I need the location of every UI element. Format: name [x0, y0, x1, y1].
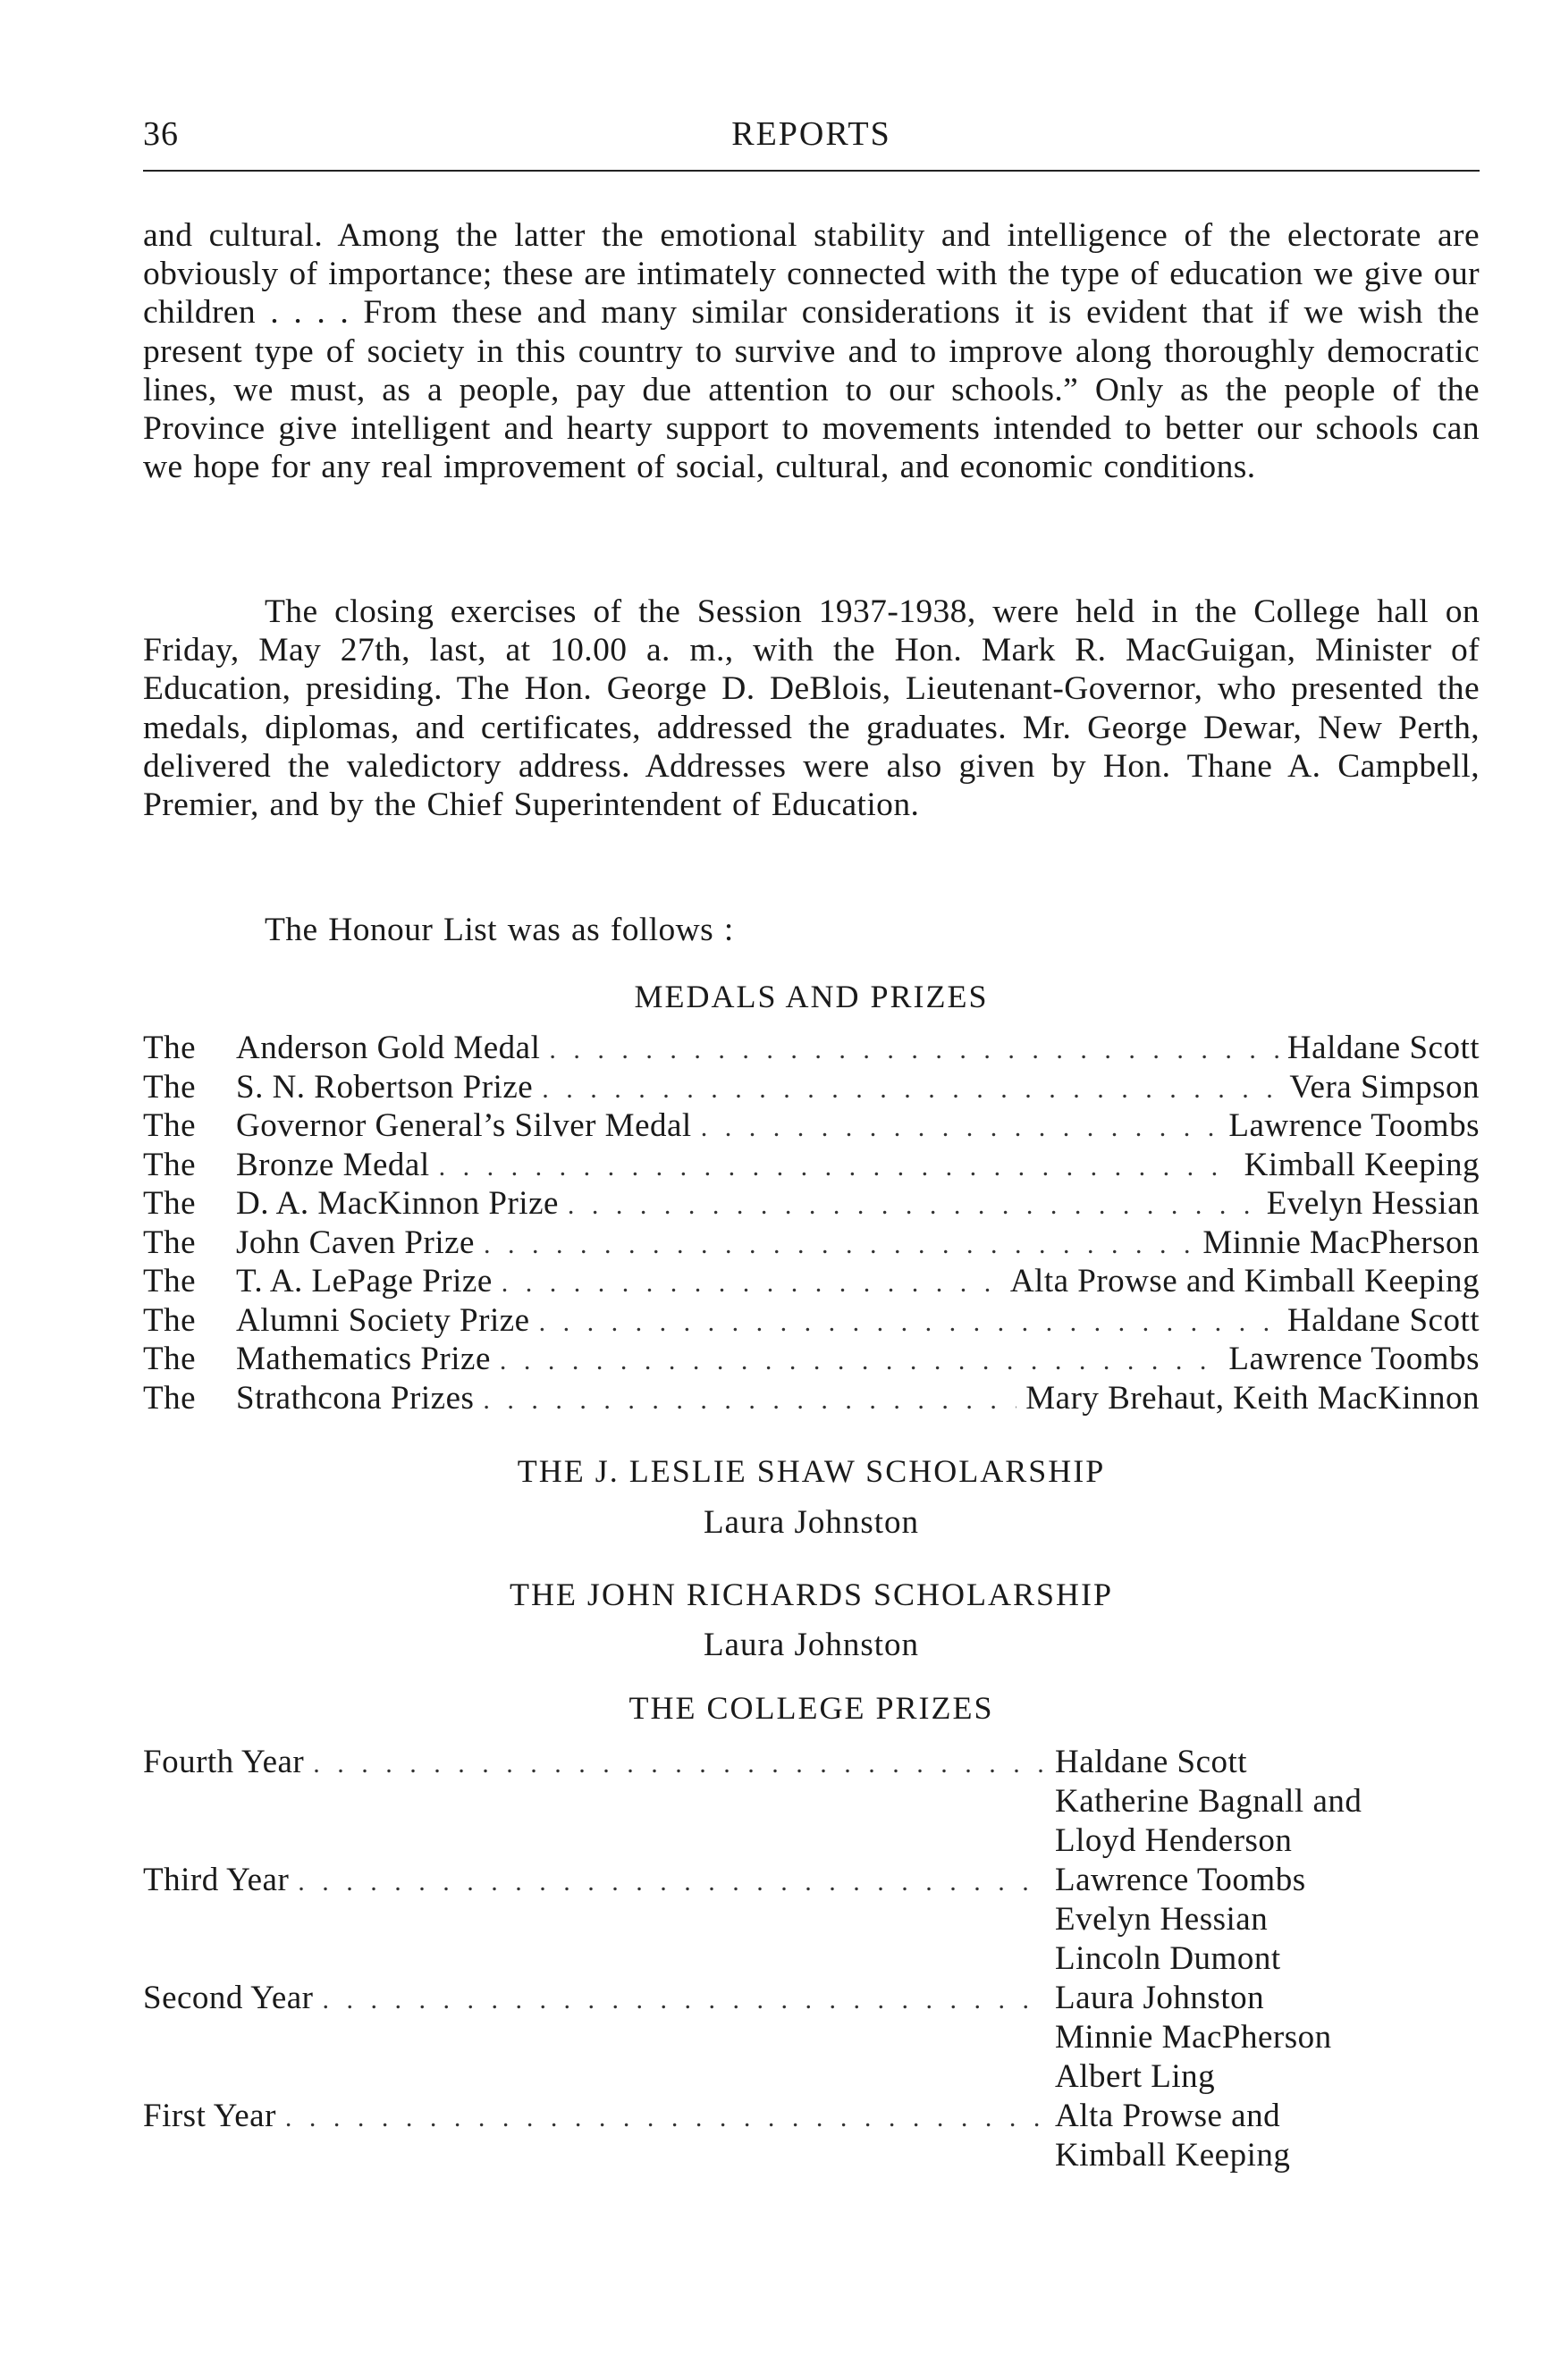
leader-dots — [483, 1385, 1016, 1416]
leader-dots — [322, 1985, 1046, 2015]
medal-award: D. A. MacKinnon Prize — [236, 1185, 559, 1222]
medal-article: The — [143, 1107, 197, 1144]
medal-award: T. A. LePage Prize — [236, 1263, 493, 1299]
medal-article: The — [143, 1068, 197, 1106]
page-header — [143, 114, 1480, 163]
medal-article: The — [143, 1146, 197, 1183]
medals-list — [143, 1029, 1480, 1417]
richards-scholarship-recipient: Laura Johnston — [703, 1627, 920, 1663]
medal-award: John Caven Prize — [236, 1224, 475, 1261]
medal-row — [143, 1340, 1480, 1379]
leader-dots — [539, 1308, 1278, 1338]
medal-row — [143, 1301, 1480, 1341]
leader-dots — [313, 1749, 1046, 1779]
prize-year: Fourth Year — [143, 1744, 305, 1780]
medal-award: S. N. Robertson Prize — [236, 1068, 534, 1106]
medal-award: Mathematics Prize — [236, 1341, 491, 1377]
medal-award: Alumni Society Prize — [236, 1301, 530, 1339]
paragraph-honour-list-intro: The Honour List was as follows : — [265, 912, 734, 948]
medal-article: The — [143, 1379, 197, 1417]
medal-row — [143, 1146, 1480, 1185]
leader-dots — [439, 1152, 1236, 1182]
prize-recipient: Evelyn Hessian — [1055, 1901, 1269, 1938]
prize-year: Third Year — [143, 1862, 290, 1898]
prize-recipient: Albert Ling — [1055, 2058, 1216, 2095]
prize-recipient: Laura Johnston — [1055, 1980, 1265, 2016]
medal-recipient: Vera Simpson — [1289, 1068, 1480, 1106]
medal-recipient: Mary Brehaut, Keith MacKinnon — [1025, 1379, 1480, 1417]
leader-dots — [549, 1035, 1278, 1065]
medal-recipient: Haldane Scott — [1286, 1030, 1480, 1066]
paragraph-continuation: and cultural. Among the latter the emotional stability and intelligence of the electorate are obviously of importance; these are intimately connected with the type of education we give our children . . . . From these and many similar considerations it is evident that if we wish the present type of society in this country to survive and to improve along thoroughly democratic lines, we must, as a people, pay due attention to our schools.” Only as the people of the Province give intelligent and hearty support to movements intended to better our schools can we hope for any real improvement of social, cultural, and economic conditions. — [143, 217, 1480, 486]
medal-article: The — [143, 1185, 197, 1222]
prize-recipient: Katherine Bagnall and — [1055, 1783, 1362, 1820]
prize-recipient: Kimball Keeping — [1055, 2137, 1291, 2174]
medals-heading: MEDALS AND PRIZES — [634, 979, 989, 1014]
prize-year-block — [143, 1743, 1480, 1861]
medal-recipient: Lawrence Toombs — [1228, 1341, 1480, 1377]
medal-row — [143, 1029, 1480, 1068]
header-rule — [143, 170, 1480, 172]
shaw-scholarship-heading: THE J. LESLIE SHAW SCHOLARSHIP — [517, 1453, 1106, 1489]
medal-article: The — [143, 1263, 197, 1299]
leader-dots — [298, 1867, 1046, 1897]
medal-recipient: Alta Prowse and Kimball Keeping — [1009, 1263, 1480, 1299]
leader-dots — [484, 1230, 1194, 1260]
prize-year-block — [143, 1979, 1480, 2097]
medal-row — [143, 1106, 1480, 1146]
prize-recipient: Lincoln Dumont — [1055, 1940, 1281, 1977]
prize-recipient: Lawrence Toombs — [1055, 1862, 1306, 1898]
page-number: 36 — [143, 115, 179, 153]
medal-row — [143, 1068, 1480, 1107]
medal-award: Anderson Gold Medal — [236, 1030, 541, 1066]
medal-row — [143, 1184, 1480, 1224]
college-prizes-heading: THE COLLEGE PRIZES — [628, 1690, 994, 1726]
medal-row — [143, 1262, 1480, 1301]
medal-article: The — [143, 1030, 197, 1066]
medal-recipient: Kimball Keeping — [1244, 1146, 1480, 1183]
college-prizes-list — [143, 1743, 1480, 2175]
running-head: REPORTS — [731, 115, 891, 153]
medal-row — [143, 1379, 1480, 1418]
medal-article: The — [143, 1224, 197, 1261]
prize-year: Second Year — [143, 1980, 314, 2016]
medal-row — [143, 1224, 1480, 1263]
medal-recipient: Lawrence Toombs — [1228, 1107, 1480, 1144]
leader-dots — [502, 1268, 1001, 1299]
prize-recipient: Haldane Scott — [1055, 1744, 1248, 1780]
medal-recipient: Haldane Scott — [1286, 1301, 1480, 1339]
medal-award: Governor General’s Silver Medal — [236, 1107, 692, 1144]
prize-recipient: Alta Prowse and — [1055, 2098, 1281, 2134]
paragraph-closing-exercises: The closing exercises of the Session 1937-1938, were held in the College hall on Friday, May 27th, last, at 10.00 a. m., with the Hon. Mark R. MacGuigan, Minister of Education, presiding. The Hon. George D. DeBlois, Lieutenant-Governor, who presented the medals, diplomas, and certificates, addressed the graduates. Mr. George Dewar, New Perth, delivered the valedictory address. Addresses were also given by Hon. Thane A. Campbell, Premier, and by the Chief Superintendent of Education. — [143, 593, 1480, 824]
prize-recipient: Minnie MacPherson — [1055, 2019, 1332, 2056]
shaw-scholarship-recipient: Laura Johnston — [703, 1504, 920, 1541]
prize-year-block — [143, 1861, 1480, 1979]
medal-article: The — [143, 1341, 197, 1377]
leader-dots — [568, 1190, 1258, 1221]
medal-recipient: Minnie MacPherson — [1202, 1224, 1480, 1261]
leader-dots — [701, 1113, 1220, 1143]
medal-award: Strathcona Prizes — [236, 1379, 475, 1417]
leader-dots — [500, 1346, 1219, 1376]
leader-dots — [542, 1074, 1280, 1105]
medal-article: The — [143, 1301, 197, 1339]
medal-recipient: Evelyn Hessian — [1266, 1185, 1480, 1222]
medal-award: Bronze Medal — [236, 1146, 430, 1183]
leader-dots — [285, 2103, 1046, 2133]
prize-year: First Year — [143, 2098, 276, 2134]
richards-scholarship-heading: THE JOHN RICHARDS SCHOLARSHIP — [509, 1577, 1114, 1612]
prize-recipient: Lloyd Henderson — [1055, 1822, 1293, 1859]
prize-year-block — [143, 2097, 1480, 2175]
